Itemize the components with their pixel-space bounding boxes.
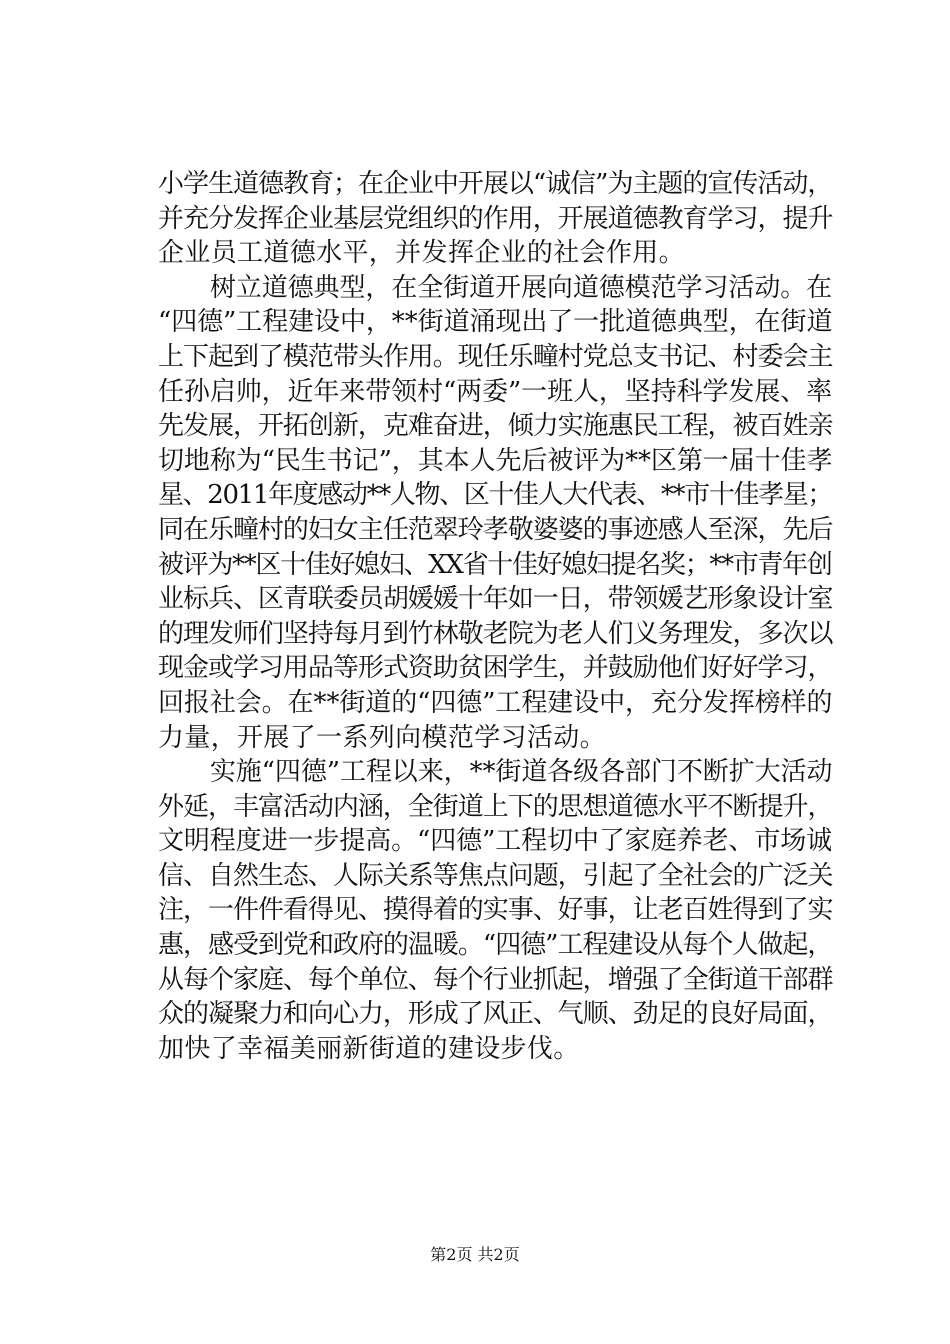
text-line: 业标兵、区青联委员胡媛媛十年如一日，带领媛艺形象设计室 (158, 584, 833, 615)
text-line: 上下起到了模范带头作用。现任乐疃村党总支书记、村委会主 (158, 341, 833, 372)
text-line: 企业员工道德水平，并发挥企业的社会作用。 (158, 238, 686, 269)
text-line: 回报社会。在**街道的“四德”工程建设中，充分发挥榜样的 (158, 687, 833, 718)
text-line: 注，一件件看得见、摸得着的实事、好事，让老百姓得到了实 (158, 895, 833, 926)
text-line: 的理发师们坚持每月到竹林敬老院为老人们义务理发，多次以 (158, 618, 833, 649)
text-line: 并充分发挥企业基层党组织的作用，开展道德教育学习，提升 (158, 203, 833, 234)
body-text (158, 167, 832, 1066)
page-number-footer: 第2页 共2页 (430, 1245, 520, 1264)
text-line: 同在乐疃村的妇女主任范翠玲孝敬婆婆的事迹感人至深，先后 (158, 514, 833, 545)
text-line: 被评为**区十佳好媳妇、XX省十佳好媳妇提名奖；**市青年创 (158, 549, 832, 580)
text-line: 树立道德典型，在全街道开展向道德模范学习活动。在 (158, 272, 833, 303)
text-line: 先发展，开拓创新，克难奋进，倾力实施惠民工程，被百姓亲 (158, 411, 833, 442)
text-line: 加快了幸福美丽新街道的建设步伐。 (158, 1033, 580, 1064)
text-line: 实施“四德”工程以来，**街道各级各部门不断扩大活动 (158, 757, 833, 788)
text-line: 惠，感受到党和政府的温暖。“四德”工程建设从每个人做起， (158, 930, 833, 961)
text-line: 信、自然生态、人际关系等焦点问题，引起了全社会的广泛关 (158, 860, 833, 891)
text-line: “四德”工程建设中，**街道涌现出了一批道德典型，在街道 (158, 307, 833, 338)
text-line: 众的凝聚力和向心力，形成了风正、气顺、劲足的良好局面， (158, 999, 833, 1030)
text-line: 外延，丰富活动内涵，全街道上下的思想道德水平不断提升， (158, 791, 833, 822)
text-line: 力量，开展了一系列向模范学习活动。 (158, 722, 606, 753)
text-line: 星、2011年度感动**人物、区十佳人大代表、**市十佳孝星； (158, 480, 833, 511)
text-line: 小学生道德教育；在企业中开展以“诚信”为主题的宣传活动， (158, 169, 833, 199)
text-line: 任孙启帅，近年来带领村“两委”一班人，坚持科学发展、率 (158, 376, 833, 407)
text-line: 文明程度进一步提高。“四德”工程切中了家庭养老、市场诚 (158, 826, 833, 857)
text-line: 切地称为“民生书记”，其本人先后被评为**区第一届十佳孝 (158, 445, 833, 476)
text-line: 现金或学习用品等形式资助贫困学生，并鼓励他们好好学习， (158, 653, 833, 684)
text-line: 从每个家庭、每个单位、每个行业抓起，增强了全街道干部群 (158, 964, 833, 995)
